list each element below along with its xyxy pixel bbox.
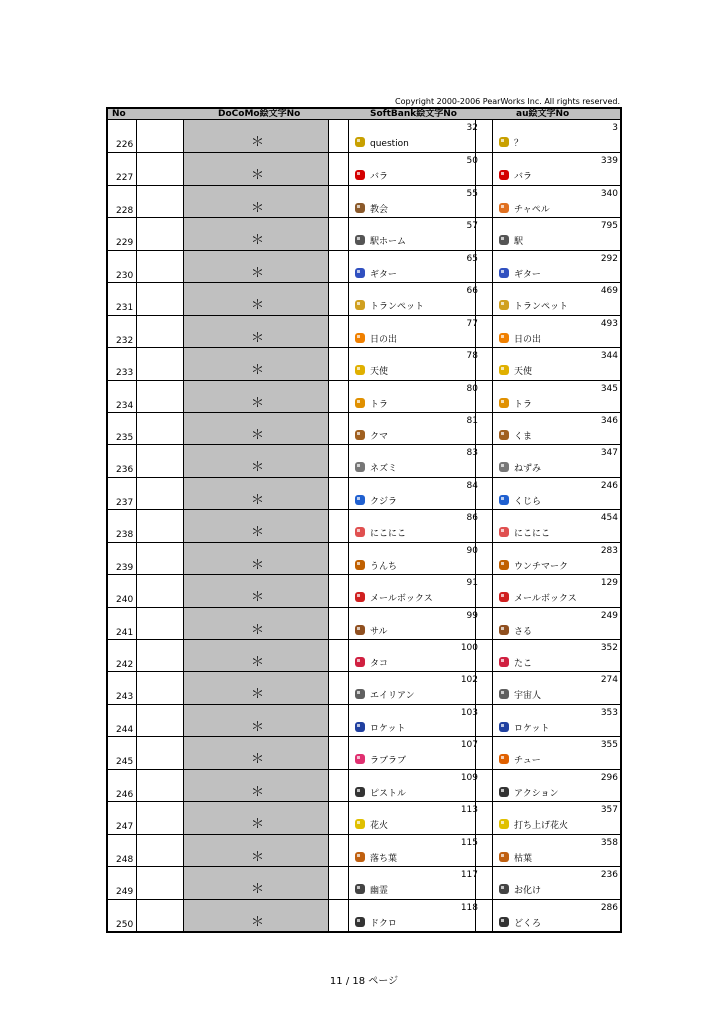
softbank-number: 81: [466, 415, 478, 426]
row-number: 236: [116, 465, 134, 476]
docomo-value: ＊: [251, 200, 265, 216]
docomo-value: ＊: [251, 427, 265, 443]
rose-icon: [498, 169, 510, 181]
table-row: [108, 639, 620, 672]
docomo-value: ＊: [251, 233, 265, 249]
au-number: 296: [600, 772, 618, 783]
au-name: バラ: [514, 172, 533, 183]
au-name: くじら: [514, 496, 542, 507]
au-number: 469: [600, 286, 618, 297]
au-name: トラ: [514, 399, 533, 410]
fireworks-icon: [354, 818, 366, 830]
question-icon: [354, 136, 366, 148]
au-name: 日の出: [514, 334, 542, 345]
softbank-number: 118: [460, 902, 478, 913]
table-header: [108, 109, 620, 120]
docomo-value: ＊: [251, 914, 265, 930]
au-number: 795: [600, 221, 618, 232]
station-icon: [354, 234, 366, 246]
softbank-number: 55: [466, 188, 478, 199]
docomo-value: ＊: [251, 784, 265, 800]
table-row: [108, 380, 620, 413]
table-row: [108, 282, 620, 315]
row-number: 245: [116, 757, 134, 768]
au-name: アクション: [514, 788, 559, 799]
softbank-name: 天使: [370, 367, 389, 378]
softbank-number: 103: [460, 707, 478, 718]
kiss-icon: [498, 753, 510, 765]
softbank-name: question: [370, 139, 409, 149]
softbank-number: 90: [466, 545, 478, 556]
mouse-icon: [354, 461, 366, 473]
docomo-value: ＊: [251, 622, 265, 638]
softbank-number: 65: [466, 253, 478, 264]
docomo-value: ＊: [251, 817, 265, 833]
ghost-icon: [498, 883, 510, 895]
softbank-number: 107: [460, 740, 478, 751]
softbank-name: トラ: [370, 399, 389, 410]
docomo-value: ＊: [251, 752, 265, 768]
softbank-name: にこにこ: [370, 529, 407, 540]
row-number: 243: [116, 692, 134, 703]
au-number: 339: [600, 156, 618, 167]
docomo-value: ＊: [251, 525, 265, 541]
header-au: au絵文字No: [516, 109, 570, 119]
au-name: 天使: [514, 367, 533, 378]
row-number: 246: [116, 789, 134, 800]
pistol-icon: [498, 786, 510, 798]
table-row: [108, 315, 620, 348]
angel-icon: [498, 364, 510, 376]
ghost-icon: [354, 883, 366, 895]
softbank-number: 99: [466, 610, 478, 621]
softbank-number: 91: [466, 578, 478, 589]
softbank-number: 102: [460, 675, 478, 686]
softbank-number: 115: [460, 837, 478, 848]
softbank-name: クジラ: [370, 496, 398, 507]
row-number: 248: [116, 854, 134, 865]
softbank-number: 78: [466, 351, 478, 362]
au-name: 駅: [514, 237, 524, 248]
docomo-value: ＊: [251, 330, 265, 346]
softbank-number: 109: [460, 772, 478, 783]
au-number: 249: [600, 610, 618, 621]
emoji-table: [106, 107, 622, 933]
docomo-value: ＊: [251, 298, 265, 314]
table-row: [108, 152, 620, 185]
softbank-name: ラブラブ: [370, 756, 407, 767]
au-number: 355: [600, 740, 618, 751]
docomo-value: ＊: [251, 849, 265, 865]
softbank-name: 駅ホーム: [370, 237, 407, 248]
header-docomo: DoCoMo絵文字No: [218, 109, 301, 119]
monkey-icon: [354, 624, 366, 636]
row-number: 237: [116, 497, 134, 508]
table-row: [108, 347, 620, 380]
au-number: 345: [600, 383, 618, 394]
softbank-name: タコ: [370, 659, 389, 670]
guitar-icon: [354, 267, 366, 279]
octopus-icon: [498, 656, 510, 668]
table-row: [108, 412, 620, 445]
softbank-number: 66: [466, 286, 478, 297]
docomo-value: ＊: [251, 882, 265, 898]
au-name: トランペット: [514, 302, 569, 313]
softbank-name: 日の出: [370, 334, 398, 345]
angel-icon: [354, 364, 366, 376]
table-row: [108, 801, 620, 834]
softbank-number: 77: [466, 318, 478, 329]
au-number: 352: [600, 643, 618, 654]
table-row: [108, 866, 620, 899]
au-name: 宇宙人: [514, 691, 542, 702]
au-number: 493: [600, 318, 618, 329]
copyright-text: Copyright 2000-2006 PearWorks Inc. All rights reserved.: [395, 97, 620, 106]
softbank-name: ドクロ: [370, 918, 397, 929]
docomo-value: ＊: [251, 719, 265, 735]
docomo-value: ＊: [251, 590, 265, 606]
softbank-name: 花火: [370, 821, 389, 832]
station-icon: [498, 234, 510, 246]
alien-icon: [354, 688, 366, 700]
header-no: No: [112, 109, 126, 119]
docomo-value: ＊: [251, 655, 265, 671]
table-row: [108, 574, 620, 607]
skull-icon: [498, 916, 510, 928]
softbank-number: 117: [460, 870, 478, 881]
au-name: たこ: [514, 659, 533, 670]
love-icon: [354, 753, 366, 765]
softbank-number: 32: [466, 123, 478, 133]
softbank-name: 幽霊: [370, 886, 389, 897]
whale-icon: [354, 494, 366, 506]
softbank-number: 83: [466, 448, 478, 459]
question-icon: [498, 136, 510, 148]
table-row: [108, 671, 620, 704]
alien-icon: [498, 688, 510, 700]
docomo-value: ＊: [251, 395, 265, 411]
rocket-icon: [498, 721, 510, 733]
softbank-name: クマ: [370, 431, 389, 442]
au-name: さる: [514, 626, 533, 637]
table-row: [108, 185, 620, 218]
guitar-icon: [498, 267, 510, 279]
page-number: 11 / 18 ページ: [329, 976, 399, 987]
au-name: 打ち上げ花火: [514, 821, 569, 832]
au-name: どくろ: [514, 918, 542, 929]
table-row: [108, 509, 620, 542]
table-row: [108, 444, 620, 477]
leaf-icon: [354, 851, 366, 863]
row-number: 239: [116, 562, 134, 573]
au-number: 344: [600, 351, 618, 362]
tiger-icon: [354, 397, 366, 409]
table-row: [108, 769, 620, 802]
softbank-number: 57: [466, 221, 478, 232]
au-name: ロケット: [514, 723, 550, 734]
au-name: ねずみ: [514, 464, 542, 475]
au-number: 236: [600, 870, 618, 881]
trumpet-icon: [498, 299, 510, 311]
row-number: 234: [116, 400, 134, 411]
row-number: 232: [116, 335, 134, 346]
mailbox-icon: [354, 591, 366, 603]
table-row: [108, 542, 620, 575]
au-number: 358: [600, 837, 618, 848]
softbank-name: ロケット: [370, 723, 406, 734]
row-number: 233: [116, 368, 134, 379]
softbank-number: 113: [460, 805, 478, 816]
au-name: ウンチマーク: [514, 561, 569, 572]
au-number: 246: [600, 480, 618, 491]
docomo-value: ＊: [251, 265, 265, 281]
sunrise-icon: [354, 332, 366, 344]
church-icon: [354, 202, 366, 214]
softbank-name: サル: [370, 626, 388, 637]
au-name: くま: [514, 431, 533, 442]
softbank-number: 100: [460, 643, 478, 654]
row-number: 230: [116, 270, 134, 281]
docomo-value: ＊: [251, 363, 265, 379]
softbank-name: うんち: [370, 561, 398, 572]
trumpet-icon: [354, 299, 366, 311]
au-name: チャペル: [514, 204, 550, 215]
docomo-value: ＊: [251, 460, 265, 476]
bear-icon: [354, 429, 366, 441]
rocket-icon: [354, 721, 366, 733]
table-row: [108, 899, 620, 932]
au-number: 353: [600, 707, 618, 718]
docomo-value: ＊: [251, 135, 265, 150]
au-name: 枯葉: [514, 853, 533, 864]
au-number: 129: [600, 578, 618, 589]
table-row: [108, 217, 620, 250]
au-number: 292: [600, 253, 618, 264]
monkey-icon: [498, 624, 510, 636]
fireworks-icon: [498, 818, 510, 830]
row-number: 231: [116, 303, 134, 314]
poop-icon: [498, 559, 510, 571]
row-number: 226: [116, 140, 134, 150]
row-number: 228: [116, 205, 134, 216]
au-name: ギター: [514, 269, 541, 280]
au-number: 340: [600, 188, 618, 199]
table-row: [108, 250, 620, 283]
smile-icon: [354, 526, 366, 538]
pistol-icon: [354, 786, 366, 798]
skull-icon: [354, 916, 366, 928]
softbank-number: 84: [466, 480, 478, 491]
table-row: [108, 834, 620, 867]
softbank-number: 86: [466, 513, 478, 524]
mouse-icon: [498, 461, 510, 473]
header-softbank: SoftBank絵文字No: [370, 109, 457, 119]
row-number: 227: [116, 173, 134, 184]
leaf-icon: [498, 851, 510, 863]
mailbox-icon: [498, 591, 510, 603]
softbank-number: 80: [466, 383, 478, 394]
row-number: 249: [116, 887, 134, 898]
row-number: 238: [116, 530, 134, 541]
softbank-name: エイリアン: [370, 691, 415, 702]
sunrise-icon: [498, 332, 510, 344]
au-name: ？: [514, 139, 524, 149]
row-number: 240: [116, 595, 134, 606]
softbank-name: 落ち葉: [370, 853, 398, 864]
softbank-name: メールボックス: [370, 594, 433, 605]
row-number: 235: [116, 432, 134, 443]
table-row: [108, 736, 620, 769]
bear-icon: [498, 429, 510, 441]
au-number: 454: [600, 513, 618, 524]
chapel-icon: [498, 202, 510, 214]
octopus-icon: [354, 656, 366, 668]
softbank-number: 50: [466, 156, 478, 167]
au-number: 357: [600, 805, 618, 816]
softbank-name: ピストル: [370, 788, 407, 799]
docomo-value: ＊: [251, 687, 265, 703]
poop-icon: [354, 559, 366, 571]
table-row: [108, 607, 620, 640]
au-number: 347: [600, 448, 618, 459]
whale-icon: [498, 494, 510, 506]
docomo-value: ＊: [251, 557, 265, 573]
au-number: 3: [612, 123, 618, 133]
docomo-value: ＊: [251, 168, 265, 184]
row-number: 242: [116, 660, 134, 671]
au-number: 286: [600, 902, 618, 913]
softbank-name: トランペット: [370, 302, 425, 313]
au-number: 346: [600, 415, 618, 426]
table-row: [108, 477, 620, 510]
row-number: 250: [116, 919, 134, 930]
docomo-value: ＊: [251, 492, 265, 508]
row-number: 241: [116, 627, 134, 638]
au-name: メールボックス: [514, 594, 577, 605]
softbank-name: 教会: [370, 204, 389, 215]
softbank-name: バラ: [370, 172, 389, 183]
au-number: 283: [600, 545, 618, 556]
table-row: [108, 120, 620, 153]
au-name: チュー: [514, 756, 541, 767]
row-number: 247: [116, 822, 134, 833]
au-name: にこにこ: [514, 529, 551, 540]
tiger-icon: [498, 397, 510, 409]
au-number: 274: [600, 675, 618, 686]
softbank-name: ギター: [370, 269, 397, 280]
table-row: [108, 704, 620, 737]
au-name: お化け: [514, 886, 542, 897]
row-number: 244: [116, 724, 134, 735]
rose-icon: [354, 169, 366, 181]
row-number: 229: [116, 238, 134, 249]
softbank-name: ネズミ: [370, 464, 398, 475]
smile-icon: [498, 526, 510, 538]
